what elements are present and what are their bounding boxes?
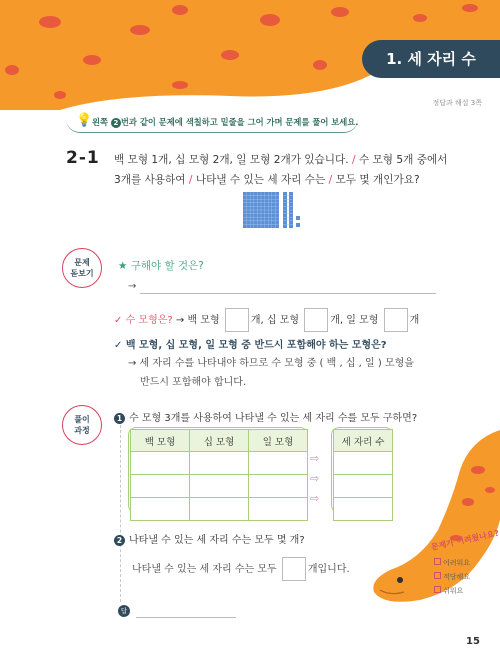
difficulty-option-label: 어려워요	[443, 559, 471, 567]
step2-answer-b: 개입니다.	[307, 564, 350, 575]
hint-number: 2	[111, 118, 121, 128]
table-cell[interactable]	[190, 452, 249, 475]
hint-prefix: 왼쪽	[92, 117, 109, 127]
problem-line2b: 나타낼 수 있는 세 자리 수는	[195, 174, 326, 186]
hint-body: 번과 같이 문제에 색칠하고 밑줄을 그어 가며 문제를 풀어 보세요.	[120, 117, 359, 127]
understand-badge-label: 문제 돋보기	[70, 258, 94, 278]
table-cell[interactable]	[249, 498, 308, 521]
table-header-row	[131, 430, 308, 452]
problem-text	[114, 150, 454, 190]
table-cell[interactable]	[131, 498, 190, 521]
giraffe-illustration	[360, 430, 500, 610]
difficulty-option[interactable]	[434, 572, 470, 582]
required-block-answer-line1[interactable]: → 세 자리 수를 나타내야 하므로 수 모형 중 ( 백 , 십 , 일 ) 모형을	[128, 358, 414, 369]
understand-badge	[62, 248, 102, 288]
chapter-tab: 1. 세 자리 수	[362, 40, 500, 78]
final-answer-label: 답	[118, 605, 130, 617]
difficulty-option-label: 쉬워요	[443, 587, 464, 595]
problem-line2c: 모두 몇 개인가요?	[335, 174, 420, 186]
blocks-question	[114, 308, 419, 332]
hundred-count-box[interactable]	[225, 308, 249, 332]
checkbox-icon[interactable]	[434, 586, 441, 593]
table-header-one: 일 모형	[249, 430, 308, 452]
step2-question	[114, 531, 305, 546]
check-icon: ✓	[114, 340, 123, 351]
table-header-hundred: 백 모형	[131, 430, 190, 452]
one-label: 개, 일 모형	[330, 315, 379, 326]
page-number: 15	[466, 636, 480, 647]
one-cubes	[296, 216, 300, 227]
lightbulb-icon: 💡	[76, 113, 93, 128]
goal-question-text: 구해야 할 것은?	[130, 260, 204, 272]
ten-label: 개, 십 모형	[250, 315, 300, 326]
difficulty-title: 문제가 어려웠나요?	[430, 528, 500, 552]
table-row	[131, 498, 308, 521]
problem-line2a: 3개를 사용하여	[114, 174, 186, 186]
difficulty-option-label: 적당해요	[443, 573, 471, 581]
check-icon: ✓	[114, 315, 123, 326]
required-block-answer	[128, 354, 414, 392]
table-cell[interactable]	[131, 452, 190, 475]
base-ten-blocks-illustration	[243, 192, 315, 232]
step2-number: 2	[114, 535, 125, 546]
difficulty-option[interactable]	[434, 558, 470, 568]
solve-badge-label: 풀이 과정	[74, 415, 90, 435]
hundred-block	[243, 192, 279, 228]
blocks-table	[130, 429, 308, 521]
one-count-box[interactable]	[384, 308, 408, 332]
answer-reference: 정답과 해설 3쪽	[432, 99, 482, 107]
step1-question	[114, 409, 417, 424]
one-unit: 개	[409, 315, 420, 326]
problem-line1b: 수 모형 5개 중에서	[358, 154, 448, 166]
required-block-question	[114, 336, 387, 351]
step2-answer-a: 나타낼 수 있는 세 자리 수는 모두	[132, 564, 277, 575]
checkbox-icon[interactable]	[434, 558, 441, 565]
slash-mark: /	[351, 154, 356, 166]
checkbox-icon[interactable]	[434, 572, 441, 579]
step1-number: 1	[114, 413, 125, 424]
table-cell[interactable]	[190, 498, 249, 521]
step2-text: 나타낼 수 있는 세 자리 수는 모두 몇 개?	[129, 535, 305, 546]
problem-line1a: 백 모형 1개, 십 모형 2개, 일 모형 2개가 있습니다.	[114, 154, 349, 166]
goal-question: ★ 구해야 할 것은?	[118, 260, 204, 272]
ten-rods	[283, 192, 293, 228]
table-cell[interactable]	[190, 475, 249, 498]
slash-mark: /	[188, 174, 193, 186]
table-cell[interactable]	[131, 475, 190, 498]
required-block-answer-line2: 반드시 포함해야 합니다.	[140, 377, 247, 388]
guide-line	[120, 420, 121, 602]
hundred-label: 백 모형	[187, 315, 220, 326]
ten-count-box[interactable]	[304, 308, 328, 332]
table-header-ten: 십 모형	[190, 430, 249, 452]
goal-answer-line[interactable]	[140, 293, 436, 294]
count-answer-box[interactable]	[282, 557, 306, 581]
slash-mark: /	[328, 174, 333, 186]
blocks-arrow: →	[175, 315, 185, 326]
goal-arrow: →	[128, 281, 137, 292]
required-block-question-text: 백 모형, 십 모형, 일 모형 중 반드시 포함해야 하는 모형은?	[125, 340, 387, 351]
row-arrow-icon: ⇨	[310, 452, 320, 465]
blocks-question-label: 수 모형은?	[125, 315, 173, 326]
final-answer-line[interactable]	[136, 617, 236, 618]
table-row	[131, 452, 308, 475]
row-arrow-icon: ⇨	[310, 492, 320, 505]
table-row	[131, 475, 308, 498]
row-arrow-icon: ⇨	[310, 472, 320, 485]
step1-text: 수 모형 3개를 사용하여 나타낼 수 있는 세 자리 수를 모두 구하면?	[129, 413, 418, 424]
problem-number: 2-1	[66, 148, 100, 168]
solve-badge	[62, 405, 102, 445]
step2-answer	[132, 557, 350, 581]
hint-text	[92, 116, 358, 128]
result-header: 세 자리 수	[334, 430, 393, 452]
difficulty-option[interactable]	[434, 586, 463, 596]
table-cell[interactable]	[249, 452, 308, 475]
table-cell[interactable]	[249, 475, 308, 498]
